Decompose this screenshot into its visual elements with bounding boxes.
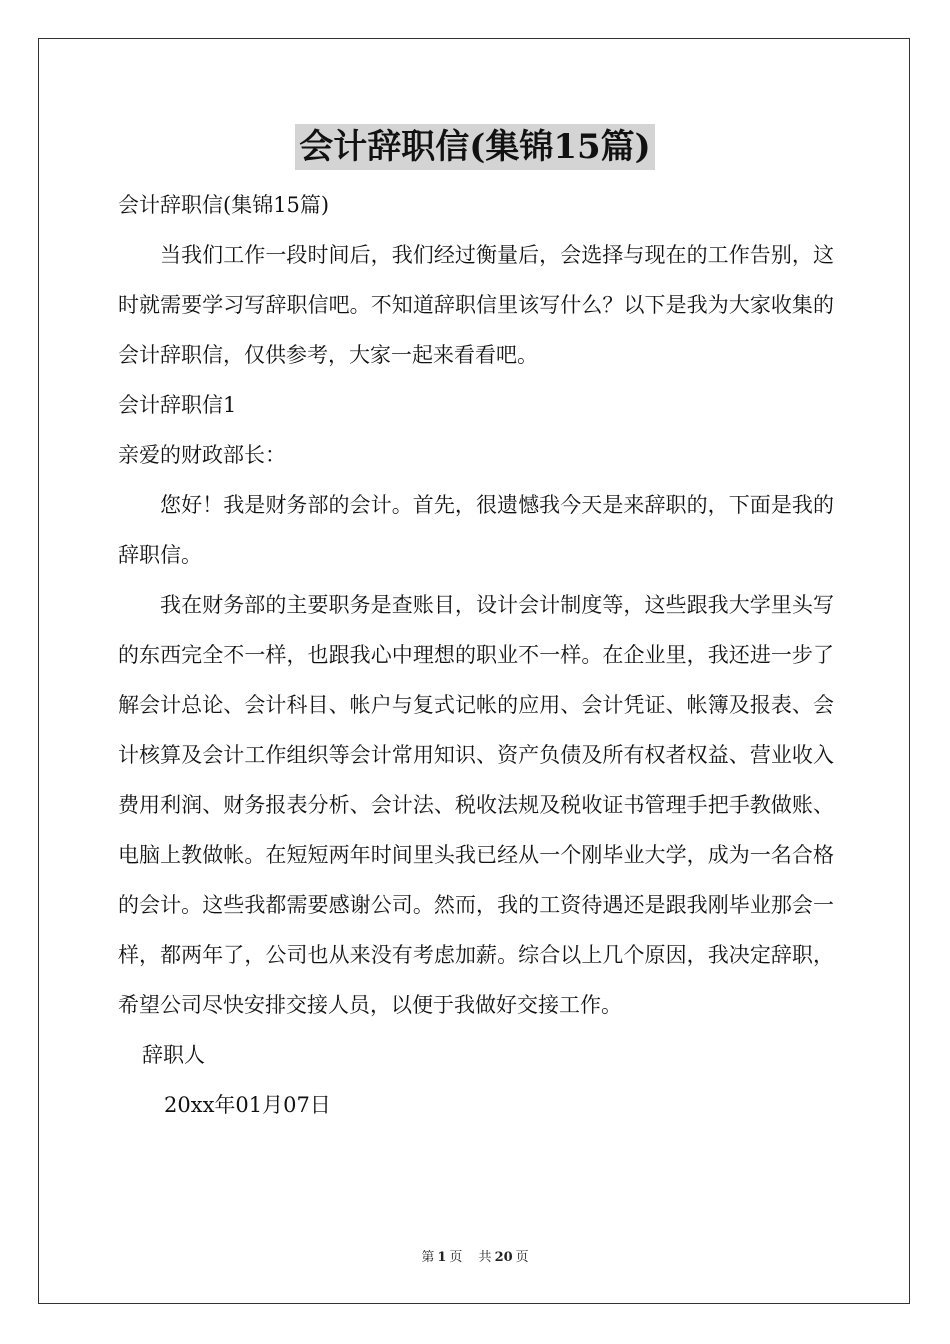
- letter-date: 20xx年01月07日: [164, 1093, 331, 1117]
- title-container: [0, 124, 950, 170]
- intro-paragraph: 当我们工作一段时间后，我们经过衡量后，会选择与现在的工作告别，这时就需要学习写辞职信吧。不知道辞职信里该写什么？以下是我为大家收集的会计辞职信，仅供参考，大家一起来看看吧。: [118, 243, 834, 367]
- section-heading: 会计辞职信1: [118, 393, 237, 417]
- page-title: 会计辞职信(集锦15篇): [295, 124, 655, 170]
- salutation: 亲爱的财政部长：: [118, 443, 286, 467]
- signer-label: 辞职人: [142, 1043, 205, 1067]
- page-number: 第 1 页: [421, 1250, 463, 1265]
- body-paragraph-2: 我在财务部的主要职务是查账目，设计会计制度等，这些跟我大学里头写的东西完全不一样，也跟我心中理想的职业不一样。在企业里，我还进一步了解会计总论、会计科目、帐户与复式记帐的应用、会计凭证、帐簿及报表、会计核算及会计工作组织等会计常用知识、资产负债及所有权者权益、营业收入费用利润、财务报表分析、会计法、税收法规及税收证书管理手把手教做账、电脑上教做帐。在短短两年时间里头我已经从一个刚毕业大学，成为一名合格的会计。这些我都需要感谢公司。然而，我的工资待遇还是跟我刚毕业那会一样，都两年了，公司也从来没有考虑加薪。综合以上几个原因，我决定辞职，希望公司尽快安排交接人员，以便于我做好交接工作。: [118, 593, 834, 1017]
- document-subtitle: 会计辞职信(集锦15篇): [118, 193, 330, 217]
- page-footer: [0, 1246, 950, 1265]
- page-total: 共 20 页: [478, 1250, 529, 1265]
- body-paragraph-1: 您好！我是财务部的会计。首先，很遗憾我今天是来辞职的，下面是我的辞职信。: [118, 493, 834, 567]
- document-body: [118, 180, 834, 1130]
